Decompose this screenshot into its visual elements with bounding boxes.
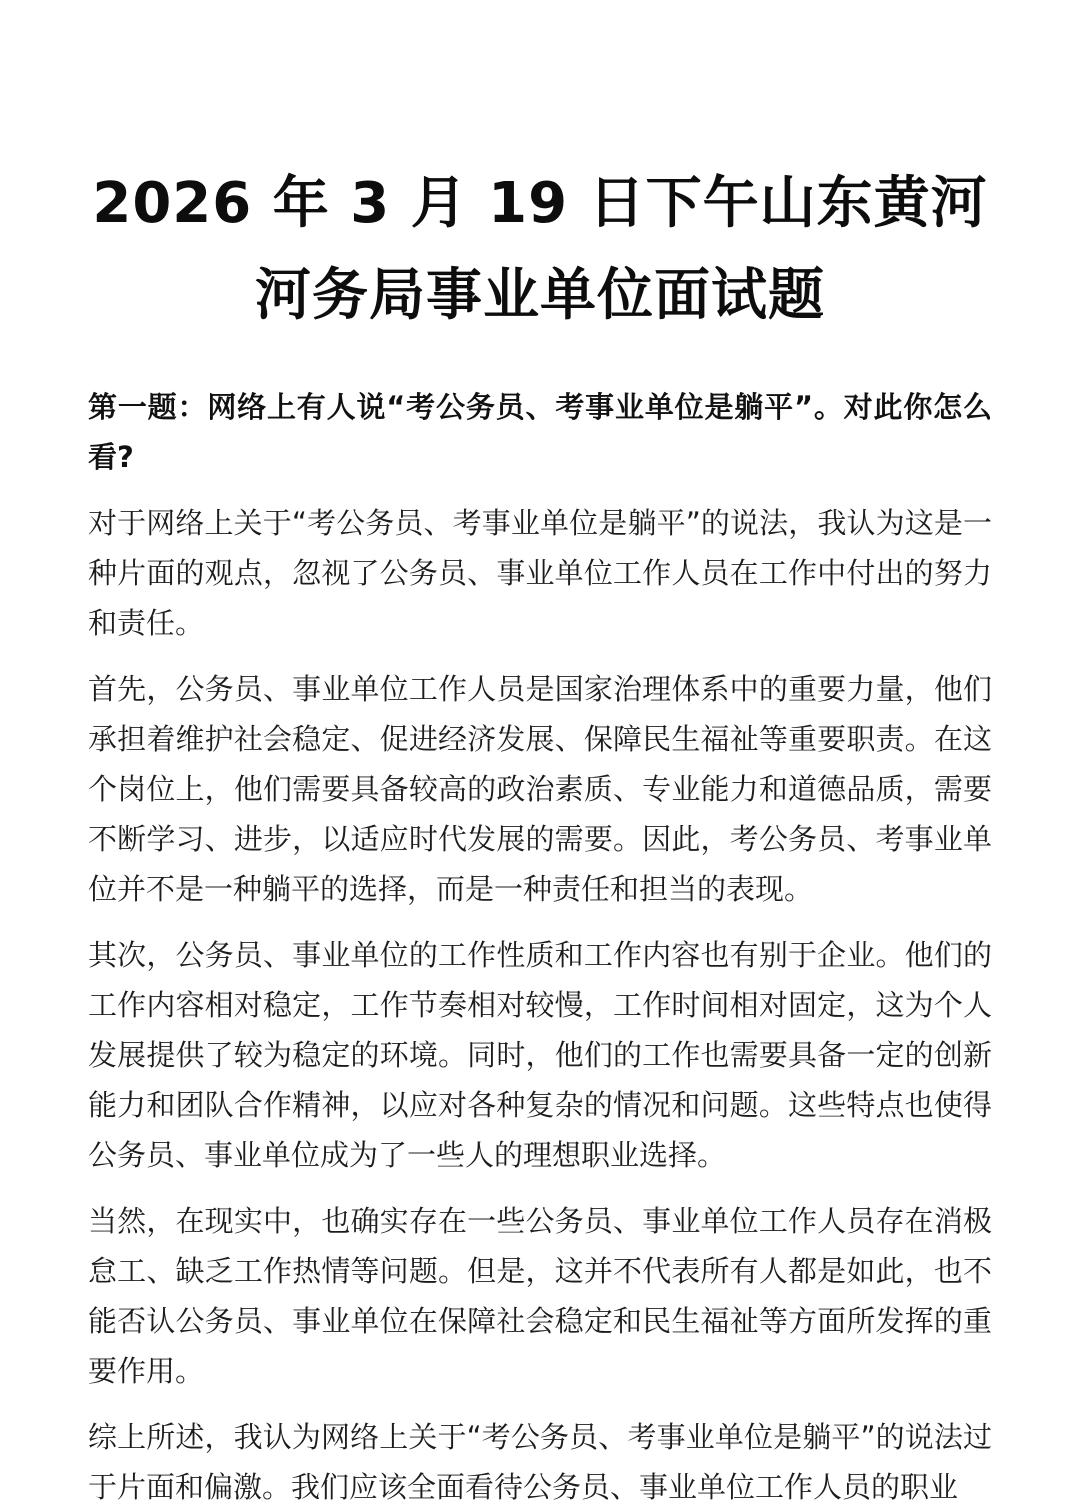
document-title: 2026 年 3 月 19 日下午山东黄河河务局事业单位面试题 (92, 171, 988, 328)
answer-paragraph-3: 其次，公务员、事业单位的工作性质和工作内容也有别于企业。他们的工作内容相对稳定，工作节奏相对较慢，工作时间相对固定，这为个人发展提供了较为稳定的环境。同时，他们的工作也需要具备一定的创新能力和团队合作精神，以应对各种复杂的情况和问题。这些特点也使得公务员、事业单位成为了一些人的理想职业选择。 (88, 938, 992, 1172)
question-heading: 第一题：网络上有人说“考公务员、考事业单位是躺平”。对此你怎么看? (88, 390, 992, 474)
answer-paragraph-1: 对于网络上关于“考公务员、考事业单位是躺平”的说法，我认为这是一种片面的观点，忽视了公务员、事业单位工作人员在工作中付出的努力和责任。 (88, 506, 992, 640)
answer-paragraph-2: 首先，公务员、事业单位工作人员是国家治理体系中的重要力量，他们承担着维护社会稳定、促进经济发展、保障民生福祉等重要职责。在这个岗位上，他们需要具备较高的政治素质、专业能力和道德品质，需要不断学习、进步，以适应时代发展的需要。因此，考公务员、考事业单位并不是一种躺平的选择，而是一种责任和担当的表现。 (88, 672, 992, 906)
answer-paragraph-4: 当然，在现实中，也确实存在一些公务员、事业单位工作人员存在消极怠工、缺乏工作热情等问题。但是，这并不代表所有人都是如此，也不能否认公务员、事业单位在保障社会稳定和民生福祉等方面所发挥的重要作用。 (88, 1204, 992, 1388)
answer-paragraph-5: 综上所述，我认为网络上关于“考公务员、考事业单位是躺平”的说法过于片面和偏激。我们应该全面看待公务员、事业单位工作人员的职业 (88, 1420, 992, 1504)
document-page (88, 158, 992, 1512)
